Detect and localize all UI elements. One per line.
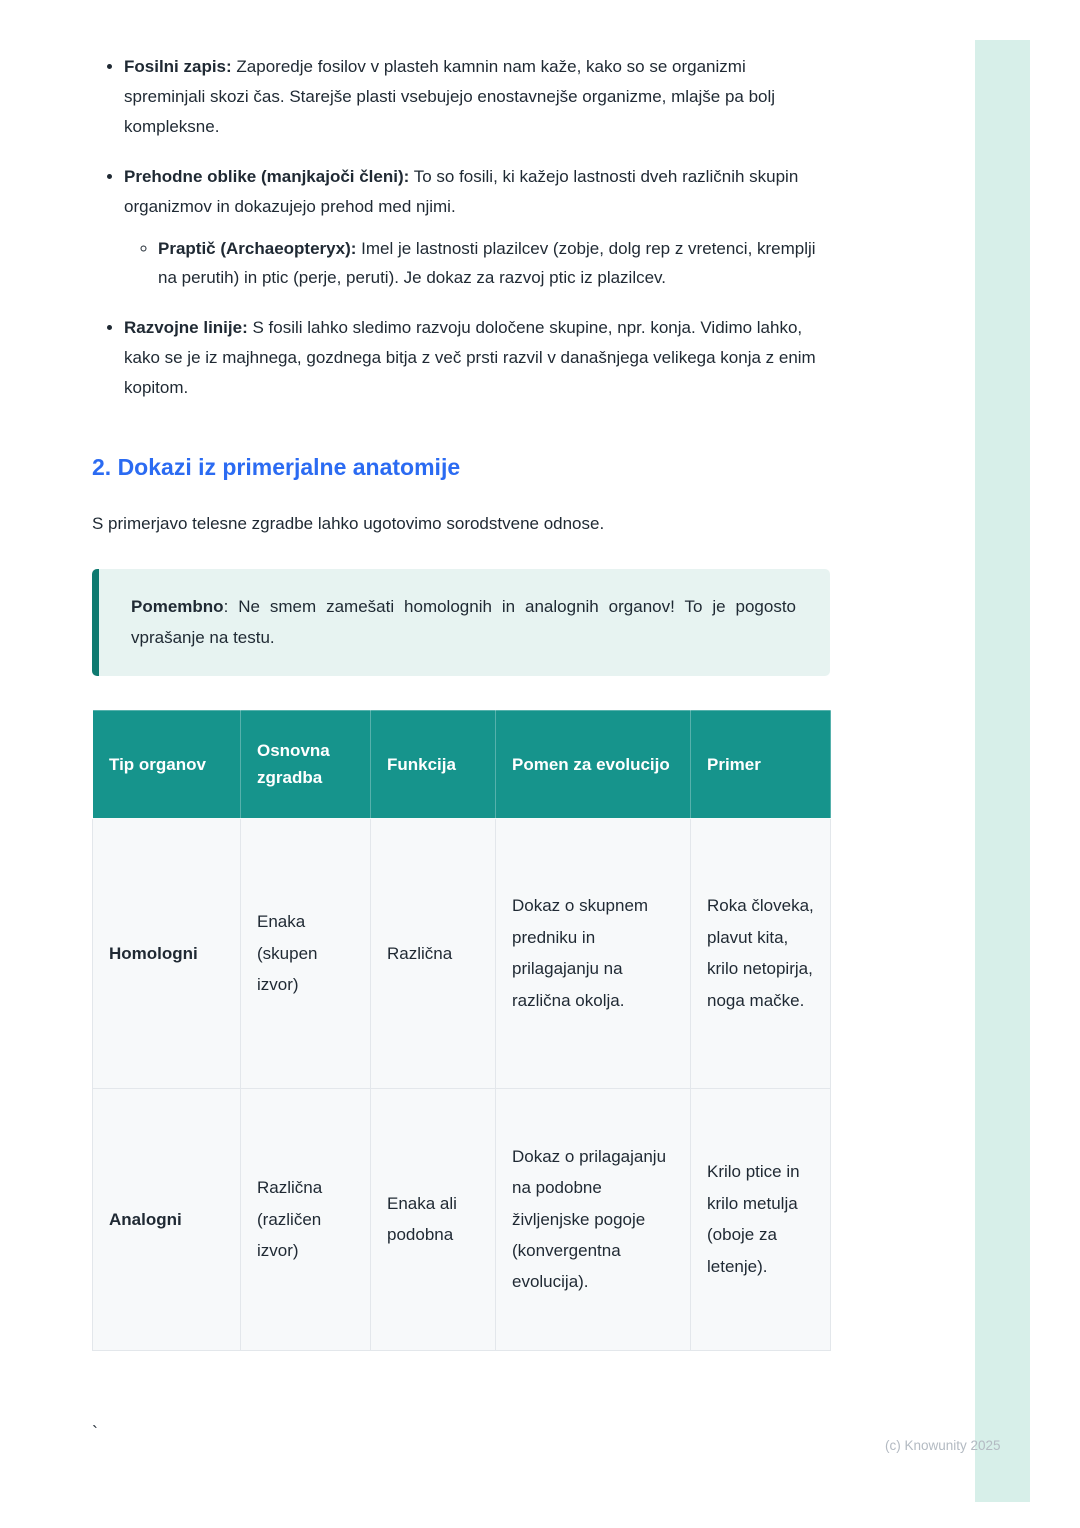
- header-cell-evolution-meaning: Pomen za evolucijo: [496, 710, 691, 818]
- list-item-archaeopteryx: [158, 234, 830, 294]
- bullet-text: Imel je lastnosti plazilcev (zobje, dolg rep z vretenci, kremplji na perutih) in ptic (perje, peruti). Je dokaz za razvoj ptic iz plazilcev.: [158, 238, 816, 288]
- cell-evolution-meaning: Dokaz o skupnem predniku in prilagajanju na različna okolja.: [496, 818, 691, 1088]
- evidence-bullet-list: [92, 52, 830, 403]
- header-cell-organ-type: Tip organov: [93, 710, 241, 818]
- cell-evolution-meaning: Dokaz o prilagajanju na podobne življenjske pogoje (konvergentna evolucija).: [496, 1088, 691, 1350]
- table-header-row: [93, 710, 831, 818]
- bullet-text: Zaporedje fosilov v plasteh kamnin nam kaže, kako so se organizmi spreminjali skozi čas. Starejše plasti vsebujejo enostavnejše organizme, mlajše pa bolj kompleksne.: [124, 57, 776, 136]
- table-row-analogous: [93, 1088, 831, 1350]
- callout-text: : Ne smem zamešati homolognih in analognih organov! To je pogosto vprašanje na testu.: [131, 596, 796, 648]
- bullet-text: S fosili lahko sledimo razvoju določene skupine, npr. konja. Vidimo lahko, kako se je iz majhnega, gozdnega bitja z več prsti razvil v današnjega velikega konja z enim kopitom.: [124, 318, 816, 398]
- section-heading: 2. Dokazi iz primerjalne anatomije: [92, 454, 461, 481]
- cell-basic-structure: Različna (različen izvor): [241, 1088, 371, 1350]
- bullet-label: Prehodne oblike (manjkajoči členi):: [124, 166, 410, 186]
- cell-function: Enaka ali podobna: [371, 1088, 496, 1350]
- header-cell-example: Primer: [691, 710, 831, 818]
- sub-bullet-list: [124, 234, 830, 294]
- important-callout: [92, 569, 830, 676]
- bullet-label: Praptič (Archaeopteryx):: [158, 238, 357, 258]
- cell-example: Roka človeka, plavut kita, krilo netopirja, noga mačke.: [691, 818, 831, 1088]
- list-item-fossil-record: [124, 52, 830, 142]
- bullet-label: Fosilni zapis:: [124, 57, 232, 76]
- cell-organ-type: Analogni: [93, 1088, 241, 1350]
- bullet-text: To so fosili, ki kažejo lastnosti dveh različnih skupin organizmov in dokazujejo prehod med njimi.: [124, 166, 799, 216]
- cell-example: Krilo ptice in krilo metulja (oboje za letenje).: [691, 1088, 831, 1350]
- header-cell-function: Funkcija: [371, 710, 496, 818]
- callout-label: Pomembno: [131, 596, 224, 616]
- right-margin-strip: [975, 40, 1030, 1502]
- bullet-label: Razvojne linije:: [124, 318, 248, 338]
- copyright-footer: (c) Knowunity 2025: [885, 1438, 1001, 1453]
- section-intro: S primerjavo telesne zgradbe lahko ugotovimo sorodstvene odnose.: [92, 513, 605, 533]
- stray-backtick-character: `: [92, 1423, 98, 1443]
- cell-basic-structure: Enaka (skupen izvor): [241, 818, 371, 1088]
- list-item-evolutionary-lines: [124, 313, 830, 403]
- header-cell-basic-structure: Osnovna zgradba: [241, 710, 371, 818]
- list-item-transitional-forms: [124, 162, 830, 294]
- organs-comparison-table: [92, 710, 831, 1351]
- table-row-homologous: [93, 818, 831, 1088]
- cell-organ-type: Homologni: [93, 818, 241, 1088]
- cell-function: Različna: [371, 818, 496, 1088]
